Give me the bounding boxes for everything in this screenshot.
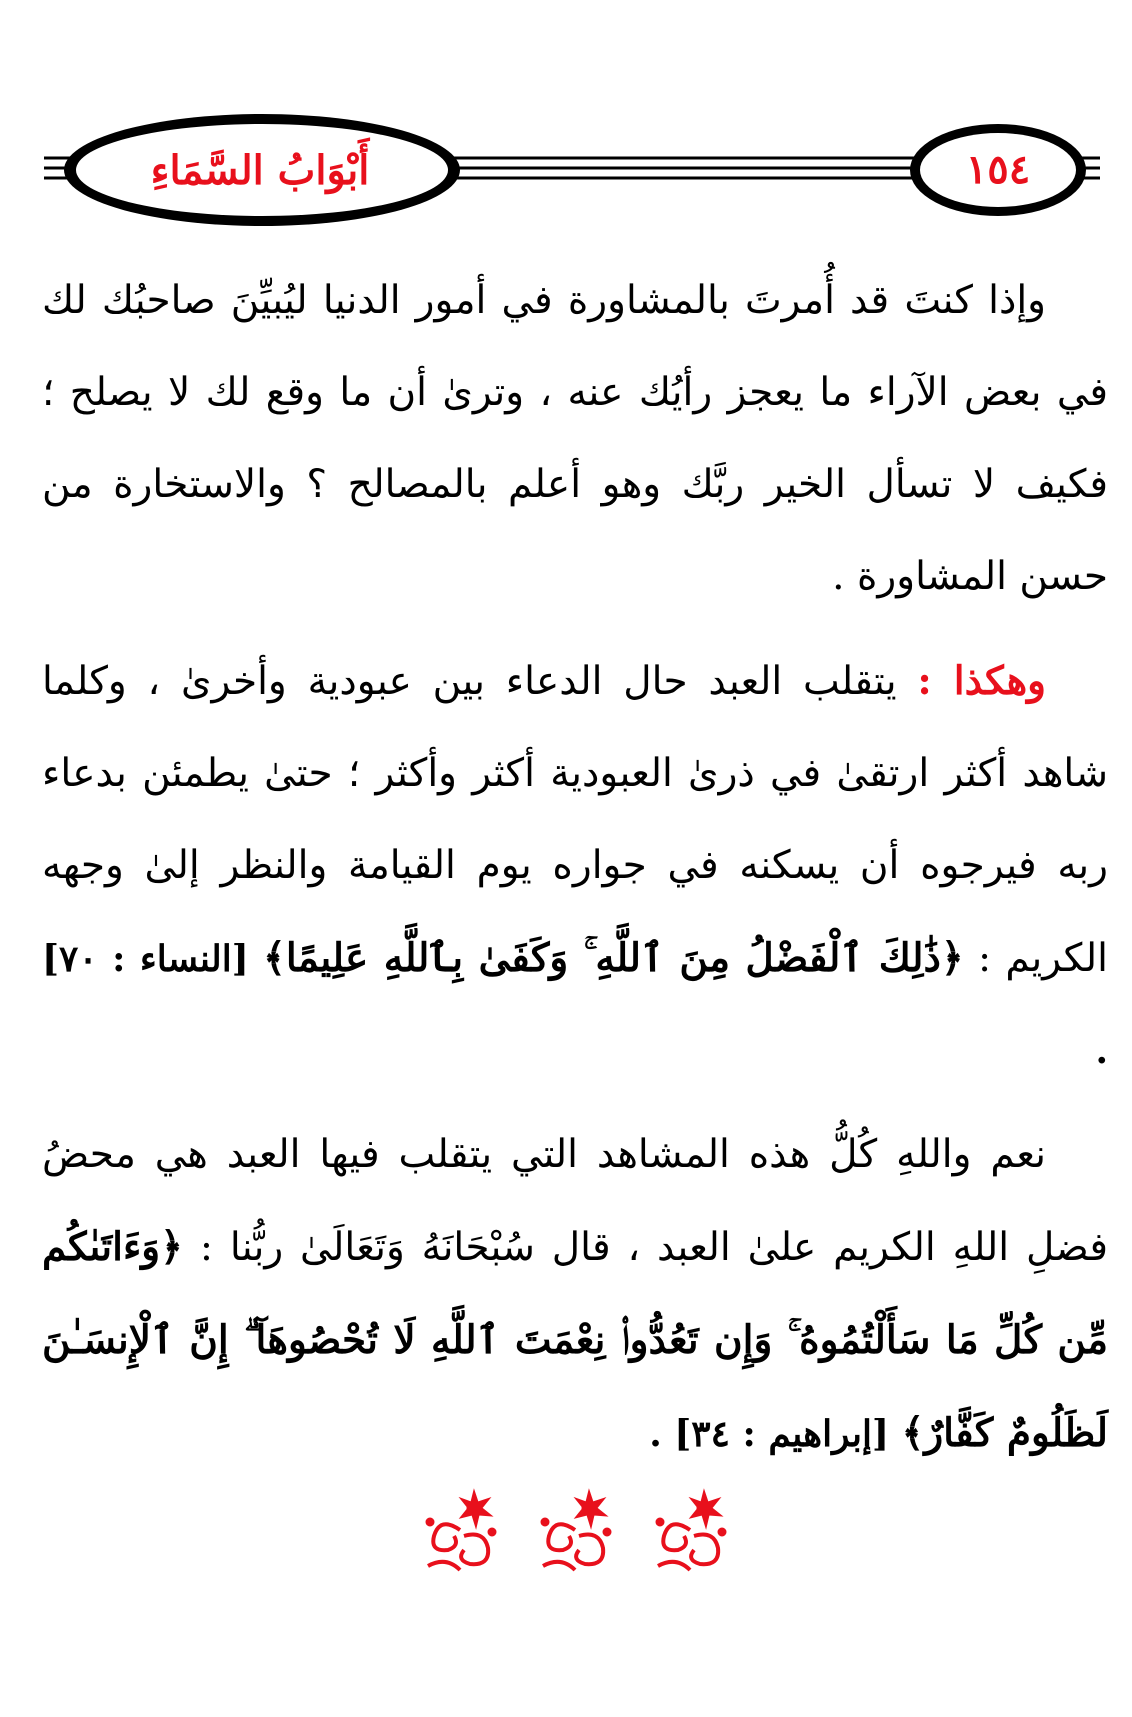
page-body <box>42 255 1108 1480</box>
page-header <box>0 0 1132 240</box>
paragraph-2-lead: وهكذا : <box>917 658 1047 704</box>
paragraph-1-text: وإذا كنتَ قد أُمرتَ بالمشاورة في أمور الدنيا ليُبيِّنَ صاحبُك لك في بعض الآراء ما يعجز رأيُك عنه ، وترىٰ أن ما وقع لك لا يصلح ؛ فكيف لا تسأل الخير ربَّك وهو أعلم بالمصالح ؟ والاستخارة من حسن المشاورة . <box>42 278 1108 599</box>
quran-verse: ﴿ذَٰلِكَ ٱلْفَضْلُ مِنَ ٱللَّهِ ۚ وَكَفَىٰ بِٱللَّهِ عَلِيمًا﴾ <box>263 935 964 981</box>
floral-ornament-icon <box>420 1486 500 1574</box>
section-end-ornaments <box>420 1480 730 1580</box>
header-frame <box>0 0 1132 240</box>
paragraph-3 <box>42 1109 1108 1480</box>
verse-reference: [إبراهيم : ٣٤] . <box>649 1413 890 1455</box>
paragraph-3-text: نعم واللهِ كُلُّ هذه المشاهد التي يتقلب فيها العبد هي محضُ فضلِ اللهِ الكريم علىٰ العبد ، قال سُبْحَانَهُ وَتَعَالَىٰ ربُّنا : <box>42 1132 1108 1270</box>
running-title: أَبْوَابُ السَّمَاءِ <box>150 146 370 194</box>
floral-ornament-icon <box>650 1486 730 1574</box>
paragraph-2-text: يتقلب العبد حال الدعاء بين عبودية وأخرىٰ ، وكلما شاهد أكثر ارتقىٰ في ذرىٰ العبودية أكثر وأكثر ؛ حتىٰ يطمئن بدعاء ربه فيرجوه أن يسكنه في جواره يوم القيامة والنظر إلىٰ وجهه الكريم : <box>42 659 1108 981</box>
paragraph-1 <box>42 255 1108 623</box>
quran-verse: ﴿وَءَاتَىٰكُم مِّن كُلِّ مَا سَأَلْتُمُوهُ ۚ وَإِن تَعُدُّوا۟ نِعْمَتَ ٱللَّهِ لَا تُحْصُوهَآ ۗ إِنَّ ٱلْإِنسَـٰنَ لَظَلُومٌ كَفَّارٌ﴾ <box>42 1224 1108 1456</box>
verse-reference: [النساء : ٧٠] . <box>42 938 1108 1072</box>
paragraph-2 <box>42 635 1108 1097</box>
floral-ornament-icon <box>535 1486 615 1574</box>
page-number: ١٥٤ <box>965 145 1031 193</box>
